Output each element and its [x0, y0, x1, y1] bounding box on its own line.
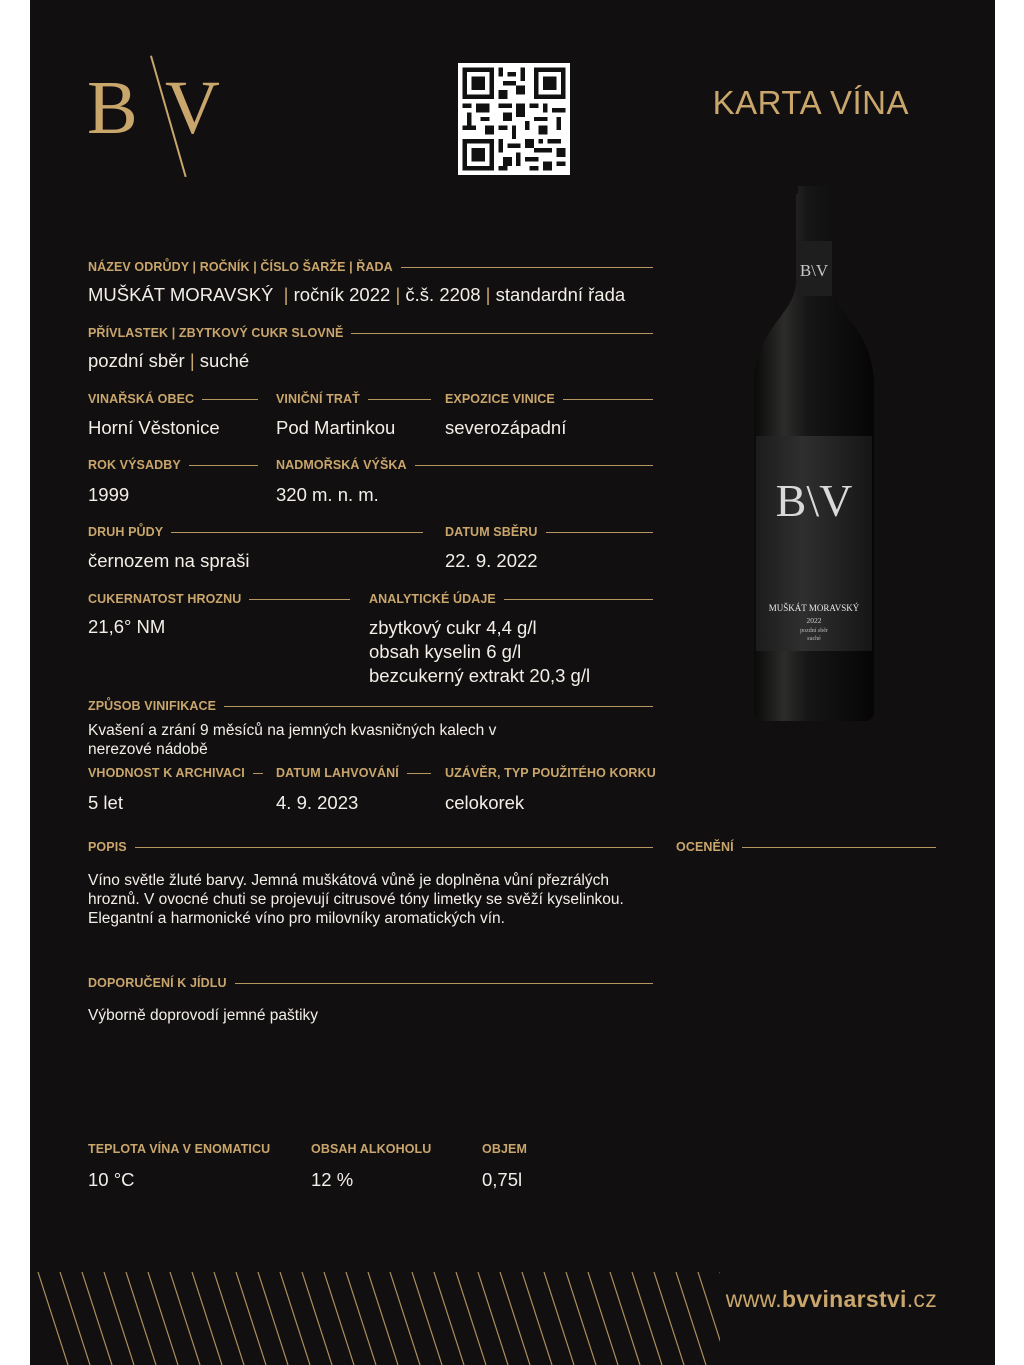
stripe-line — [412, 1272, 442, 1365]
altitude-label: NADMOŘSKÁ VÝŠKA — [276, 458, 653, 472]
closure-label: UZÁVĚR, TYP POUŽITÉHO KORKU — [445, 766, 656, 780]
description-label: POPIS — [88, 840, 653, 854]
stripe-line — [544, 1272, 574, 1365]
village-label: VINAŘSKÁ OBEC — [88, 392, 258, 406]
stripe-line — [324, 1272, 354, 1365]
serving-temp-value: 10 °C — [88, 1169, 135, 1190]
bv-logo: B V — [85, 56, 235, 186]
exposure-value: severozápadní — [445, 417, 567, 438]
bottle-label-logo: B\V — [775, 475, 853, 526]
description-text: Víno světle žluté barvy. Jemná muškátová vůně je doplněna vůní přezrálých hroznů. V ovocné chuti se projevují citrusové tóny limetky se svěží kyselinkou. Elegantní a harmonické víno pro milovníky aromatických vín. — [88, 872, 624, 927]
harvest-date-value: 22. 9. 2022 — [445, 550, 538, 571]
stripe-line — [258, 1272, 288, 1365]
bottle-label-sugar: suché — [807, 636, 821, 642]
vineyard-value: Pod Martinkou — [276, 417, 396, 438]
vinification-value: Kvašení a zrání 9 měsíců na jemných kvasničných kalech v nerezové nádobě — [88, 722, 497, 758]
planting-year-value: 1999 — [88, 484, 130, 505]
stripe-line — [632, 1272, 662, 1365]
alcohol-value: 12 % — [311, 1169, 354, 1190]
stripe-line — [214, 1272, 244, 1365]
stripe-line — [588, 1272, 618, 1365]
altitude-value: 320 m. n. m. — [276, 484, 379, 505]
stripe-line — [236, 1272, 266, 1365]
soil-value: černozem na spraši — [88, 550, 250, 571]
stripe-line — [500, 1272, 530, 1365]
stripe-line — [654, 1272, 684, 1365]
bottle-label-attr: pozdní sběr — [800, 628, 828, 634]
harvest-date-label: DATUM SBĚRU — [445, 525, 653, 539]
variety-line: MUŠKÁT MORAVSKÝ | ročník 2022 | č.š. 2208 | standardní řada — [88, 284, 626, 305]
soil-label: DRUH PŮDY — [88, 525, 423, 539]
vinification-label: ZPŮSOB VINIFIKACE — [88, 699, 653, 713]
sugar-value: 21,6° NM — [88, 616, 166, 637]
stripe-line — [104, 1272, 134, 1365]
qr-code-icon[interactable] — [458, 63, 570, 175]
stripe-line — [478, 1272, 508, 1365]
stripe-line — [676, 1272, 706, 1365]
attribute-value: pozdní sběr | suché — [88, 350, 250, 371]
stripe-line — [610, 1272, 640, 1365]
food-pairing-label: DOPORUČENÍ K JÍDLU — [88, 976, 653, 990]
volume-label: OBJEM — [482, 1142, 527, 1156]
attribute-label: PŘÍVLASTEK | ZBYTKOVÝ CUKR SLOVNĚ — [88, 326, 653, 340]
website-link[interactable]: www.bvvinarstvi.cz — [725, 1286, 937, 1312]
stripe-line — [60, 1272, 90, 1365]
wine-card — [30, 0, 995, 1365]
archive-label: VHODNOST K ARCHIVACI — [88, 766, 263, 780]
sugar-label: CUKERNATOST HROZNU — [88, 592, 350, 606]
analytics-values: zbytkový cukr 4,4 g/l obsah kyselin 6 g/l bezcukerný extrakt 20,3 g/l — [369, 617, 591, 686]
decorative-stripes — [30, 1272, 720, 1365]
serving-temp-label: TEPLOTA VÍNA V ENOMATICU — [88, 1142, 271, 1156]
stripe-line — [82, 1272, 112, 1365]
bottle-label-name: MUŠKÁT MORAVSKÝ — [768, 603, 860, 613]
stripe-line — [38, 1272, 68, 1365]
bottling-date-label: DATUM LAHVOVÁNÍ — [276, 766, 431, 780]
stripe-line — [280, 1272, 310, 1365]
page-title: KARTA VÍNA — [712, 84, 909, 121]
analytics-label: ANALYTICKÉ ÚDAJE — [369, 592, 653, 606]
stripe-line — [566, 1272, 596, 1365]
planting-year-label: ROK VÝSADBY — [88, 458, 258, 472]
alcohol-label: OBSAH ALKOHOLU — [311, 1142, 432, 1156]
bottle-label-year: 2022 — [806, 616, 822, 625]
variety-label: NÁZEV ODRŮDY | ROČNÍK | ČÍSLO ŠARŽE | ŘADA — [88, 260, 653, 274]
archive-value: 5 let — [88, 792, 123, 813]
stripe-line — [456, 1272, 486, 1365]
stripe-line — [368, 1272, 398, 1365]
awards-label: OCENĚNÍ — [676, 840, 936, 854]
village-value: Horní Věstonice — [88, 417, 220, 438]
volume-value: 0,75l — [482, 1169, 523, 1190]
closure-value: celokorek — [445, 792, 525, 813]
stripe-line — [192, 1272, 222, 1365]
stripe-line — [126, 1272, 156, 1365]
stripe-line — [434, 1272, 464, 1365]
food-pairing-text: Výborně doprovodí jemné paštiky — [88, 1007, 319, 1024]
stripe-line — [522, 1272, 552, 1365]
bottling-date-value: 4. 9. 2023 — [276, 792, 359, 813]
stripe-line — [390, 1272, 420, 1365]
stripe-line — [170, 1272, 200, 1365]
stripe-line — [346, 1272, 376, 1365]
wine-bottle-image — [752, 186, 876, 721]
stripe-line — [302, 1272, 332, 1365]
bottle-neck-logo: B\V — [799, 261, 829, 280]
stripe-line — [148, 1272, 178, 1365]
vineyard-label: VINIČNÍ TRAŤ — [276, 392, 431, 406]
exposure-label: EXPOZICE VINICE — [445, 392, 653, 406]
